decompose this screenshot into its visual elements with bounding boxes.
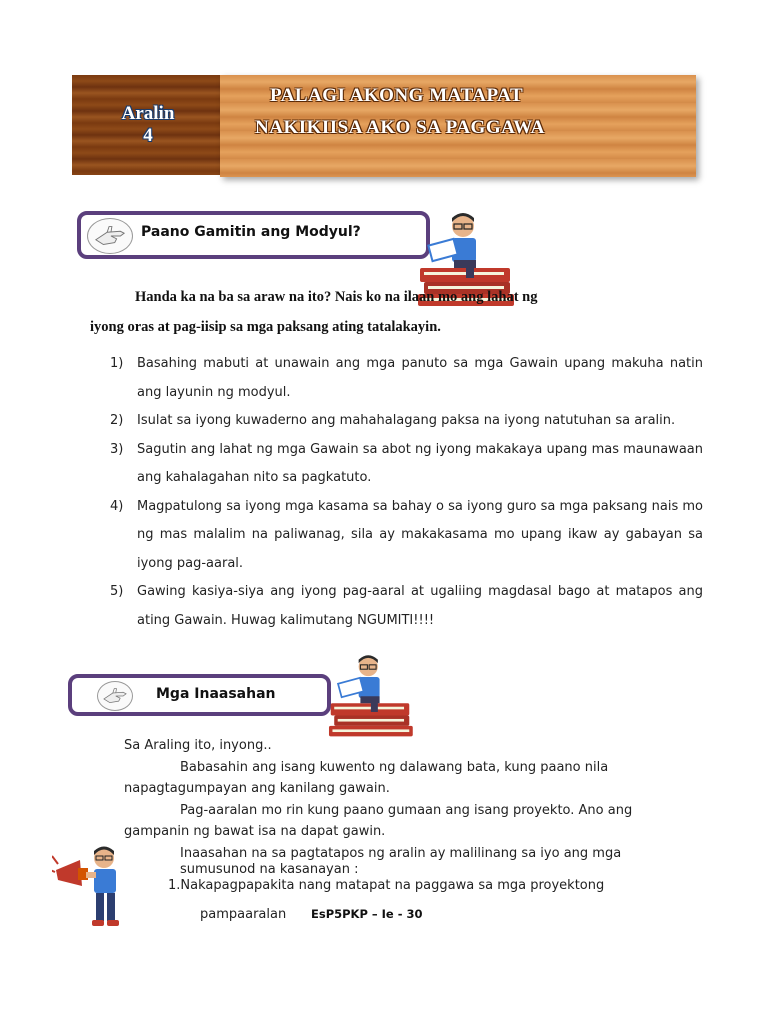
section-expectations [68,674,331,716]
section-how-to-use [77,211,430,259]
list-item-text: Sagutin ang lahat ng mga Gawain sa abot ng iyong makakaya upang mas maunawaan ang kahalagahan nito sa pagkatuto. [137,441,703,485]
expectations-story-line2: napagtagumpayan ang kanilang gawain. [124,781,390,796]
list-item-number: 4) [110,498,124,514]
list-item-text: Isulat sa iyong kuwaderno ang mahahalagang paksa na iyong natutuhan sa aralin. [137,413,676,428]
intro-line1: Handa ka na ba sa araw na ito? Nais ko na ilaan mo ang lahat ng [135,289,538,305]
expectations-skills-line2: sumusunod na kasanayan : [180,862,359,877]
expectations-skills-line1: Inaasahan na sa pagtatapos ng aralin ay malilinang sa iyo ang mga [180,846,622,861]
section-title: Paano Gamitin ang Modyul? [141,224,361,240]
list-item [110,578,703,635]
list-item [110,407,703,436]
competency-code: EsP5PKP – Ie - 30 [311,907,423,921]
lesson-word: Aralin [121,103,175,124]
lesson-banner [72,75,696,177]
expectations-opening: Sa Araling ito, inyong.. [124,738,272,753]
expectations-project-line2: gampanin ng bawat isa na dapat gawin. [124,824,386,839]
reading-boy-illustration [322,653,418,743]
list-item-number: 3) [110,441,124,457]
list-item-text: Magpatulong sa iyong mga kasama sa bahay o sa iyong guro sa mga paksang nais mo ng mas malalim na paliwanag, sila ay makakasama mo upang ikaw ay gabayan sa iyong pag-aaral. [137,498,703,571]
instruction-list [110,350,703,635]
list-item-number: 1) [110,356,124,371]
list-item-text: Gawing kasiya-siya ang iyong pag-aaral at ugaliing magdasal bago at matapos ang ating Gawain. Huwag kalimutang NGUMITI!!!! [137,584,703,628]
intro-line2: iyong oras at pag-iisip sa mga paksang ating tatalakayin. [90,319,441,335]
list-item-text: Basahing mabuti at unawain ang mga panuto sa mga Gawain upang makuha natin ang layunin ng modyul. [137,356,703,400]
list-item [110,350,703,407]
megaphone-boy-illustration [52,846,142,932]
lesson-number: 4 [143,125,153,146]
lesson-number-panel [72,75,224,175]
lesson-title-line2: NAKIKIISA AKO SA PAGGAWA [255,117,545,138]
objective-item-continuation: pampaaralan [200,907,287,922]
list-item [110,436,703,493]
section-title: Mga Inaasahan [156,686,276,702]
objective-item: 1.Nakapagpapakita nang matapat na paggawa sa mga proyektong [168,878,605,893]
pointing-hand-icon [97,681,133,711]
list-item-number: 5) [110,584,124,599]
expectations-project-line1: Pag-aaralan mo rin kung paano gumaan ang isang proyekto. Ano ang [180,803,633,818]
lesson-title-line1: PALAGI AKONG MATAPAT [270,85,524,106]
list-item [110,493,703,579]
expectations-story-line1: Babasahin ang isang kuwento ng dalawang bata, kung paano nila [180,760,609,775]
list-item-number: 2) [110,413,124,428]
pointing-hand-icon [87,218,133,254]
